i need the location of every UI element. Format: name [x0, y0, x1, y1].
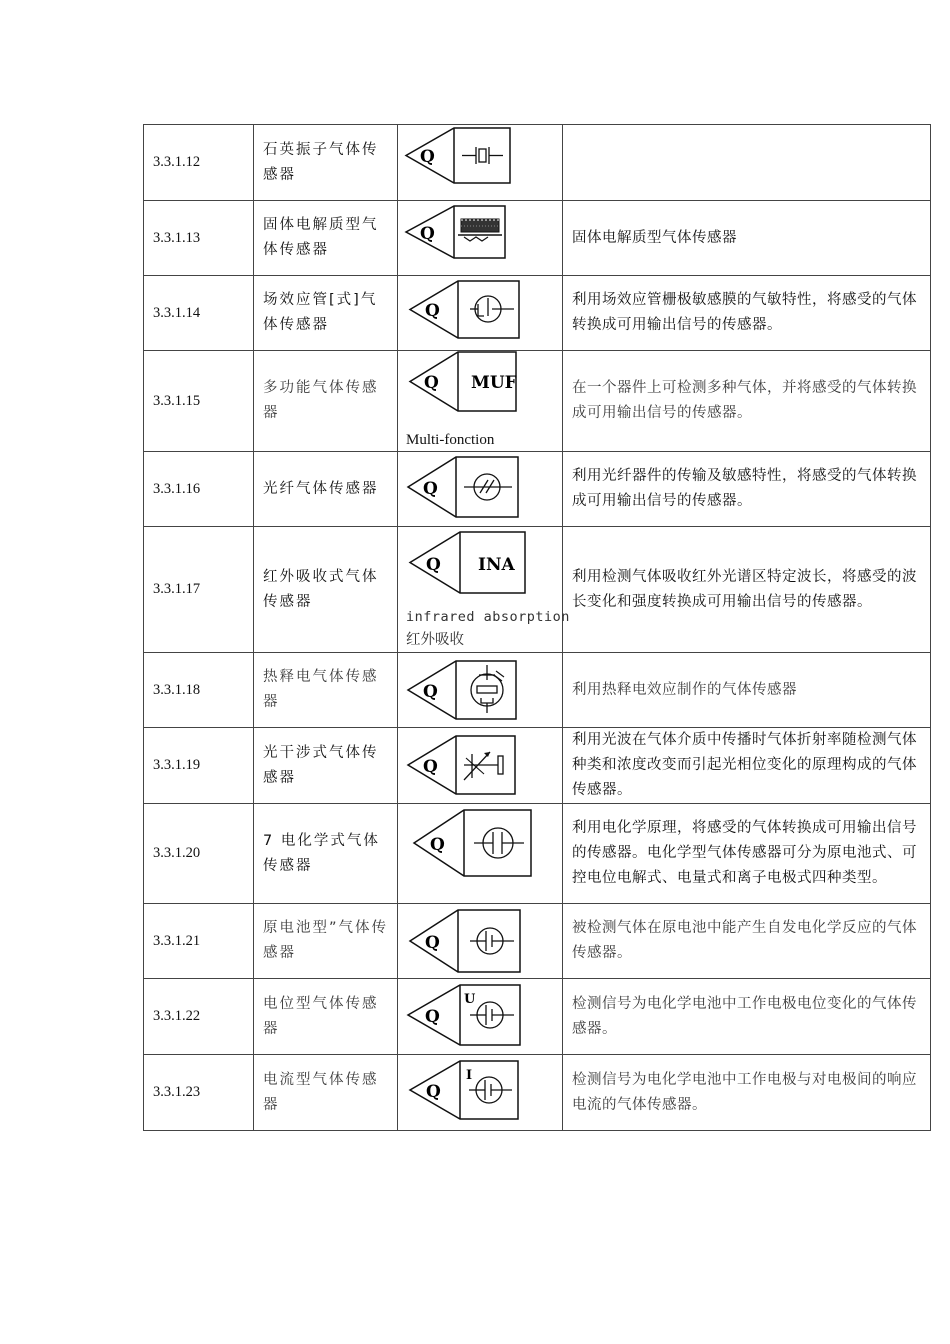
- row-description: 被检测气体在原电池中能产生自发电化学反应的气体传感器。: [563, 904, 931, 979]
- row-description: 利用热释电效应制作的气体传感器: [563, 653, 931, 728]
- q-label: Q: [425, 933, 440, 953]
- row-name: 原电池型”气体传感器: [254, 904, 398, 979]
- row-code: 3.3.1.17: [144, 527, 254, 653]
- row-name: 光干涉式气体传感器: [254, 728, 398, 804]
- row-description: 检测信号为电化学电池中工作电极电位变化的气体传感器。: [563, 979, 931, 1055]
- q-label: Q: [426, 1082, 441, 1102]
- sensor-symbol-table: [143, 124, 931, 1131]
- multifunction-icon: [398, 351, 562, 421]
- table-row: [144, 276, 931, 351]
- row-name: 电位型气体传感器: [254, 979, 398, 1055]
- table-row: [144, 728, 931, 804]
- box-label: I: [466, 1068, 473, 1083]
- row-description: [563, 125, 931, 201]
- quartz-oscillator-icon: [398, 125, 562, 195]
- row-name: 7 电化学式气体传感器: [254, 804, 398, 904]
- row-code: 3.3.1.20: [144, 804, 254, 904]
- row-description: 检测信号为电化学电池中工作电极与对电极间的响应电流的气体传感器。: [563, 1055, 931, 1131]
- symbol-caption: Multi-fonction: [406, 432, 495, 448]
- row-description: 固体电解质型气体传感器: [563, 201, 931, 276]
- q-label: Q: [420, 224, 435, 244]
- pyroelectric-icon: [398, 653, 562, 723]
- table-row: [144, 904, 931, 979]
- infrared-absorption-icon: [398, 527, 562, 599]
- row-name: 石英振子气体传感器: [254, 125, 398, 201]
- q-label: Q: [425, 1007, 440, 1027]
- electrochemical-icon: [398, 804, 562, 880]
- row-name: 多功能气体传感器: [254, 351, 398, 452]
- solid-electrolyte-icon: [398, 201, 562, 271]
- table-row: [144, 125, 931, 201]
- q-label: Q: [424, 373, 439, 393]
- row-code: 3.3.1.16: [144, 452, 254, 527]
- row-code: 3.3.1.13: [144, 201, 254, 276]
- optical-interference-icon: [398, 728, 562, 798]
- q-label: Q: [426, 555, 441, 575]
- row-name: 光纤气体传感器: [254, 452, 398, 527]
- row-description: 利用光纤器件的传输及敏感特性，将感受的气体转换成可用输出信号的传感器。: [563, 452, 931, 527]
- q-label: Q: [423, 479, 438, 499]
- row-description: 利用光波在气体介质中传播时气体折射率随检测气体种类和浓度改变而引起光相位变化的原理构成的气体传感器。: [563, 728, 931, 804]
- box-label: U: [464, 992, 476, 1007]
- row-name: 固体电解质型气体传感器: [254, 201, 398, 276]
- box-label: MUF: [471, 373, 517, 393]
- galvanic-cell-icon: [398, 904, 562, 974]
- box-label: INA: [478, 555, 515, 575]
- row-code: 3.3.1.23: [144, 1055, 254, 1131]
- potentiometric-icon: [398, 979, 562, 1049]
- row-code: 3.3.1.21: [144, 904, 254, 979]
- q-label: Q: [423, 757, 438, 777]
- row-name: 红外吸收式气体传感器: [254, 527, 398, 653]
- row-code: 3.3.1.12: [144, 125, 254, 201]
- symbol-caption-cn: 红外吸收: [406, 632, 464, 648]
- table-row: [144, 527, 931, 653]
- row-code: 3.3.1.18: [144, 653, 254, 728]
- row-name: 热释电气体传感器: [254, 653, 398, 728]
- table-row: [144, 653, 931, 728]
- amperometric-icon: [398, 1055, 562, 1125]
- row-name: 电流型气体传感器: [254, 1055, 398, 1131]
- q-label: Q: [423, 682, 438, 702]
- symbol-caption: infrared absorption: [406, 609, 570, 625]
- row-description: 利用检测气体吸收红外光谱区特定波长，将感受的波长变化和强度转换成可用输出信号的传感器。: [563, 527, 931, 653]
- field-effect-transistor-icon: [398, 276, 562, 346]
- row-description: 利用场效应管栅极敏感膜的气敏特性，将感受的气体转换成可用输出信号的传感器。: [563, 276, 931, 351]
- row-code: 3.3.1.19: [144, 728, 254, 804]
- row-code: 3.3.1.14: [144, 276, 254, 351]
- table-row: [144, 804, 931, 904]
- row-name: 场效应管[式]气体传感器: [254, 276, 398, 351]
- table-row: [144, 201, 931, 276]
- q-label: Q: [420, 147, 435, 167]
- row-code: 3.3.1.22: [144, 979, 254, 1055]
- row-description: 在一个器件上可检测多种气体，并将感受的气体转换成可用输出信号的传感器。: [563, 351, 931, 452]
- table-row: [144, 1055, 931, 1131]
- optical-fiber-icon: [398, 452, 562, 522]
- q-label: Q: [430, 835, 445, 855]
- table-row: [144, 452, 931, 527]
- q-label: Q: [425, 301, 440, 321]
- row-description: 利用电化学原理，将感受的气体转换成可用输出信号的传感器。电化学型气体传感器可分为原电池式、可控电位电解式、电量式和离子电极式四种类型。: [563, 804, 931, 904]
- table-row: [144, 351, 931, 452]
- row-code: 3.3.1.15: [144, 351, 254, 452]
- table-row: [144, 979, 931, 1055]
